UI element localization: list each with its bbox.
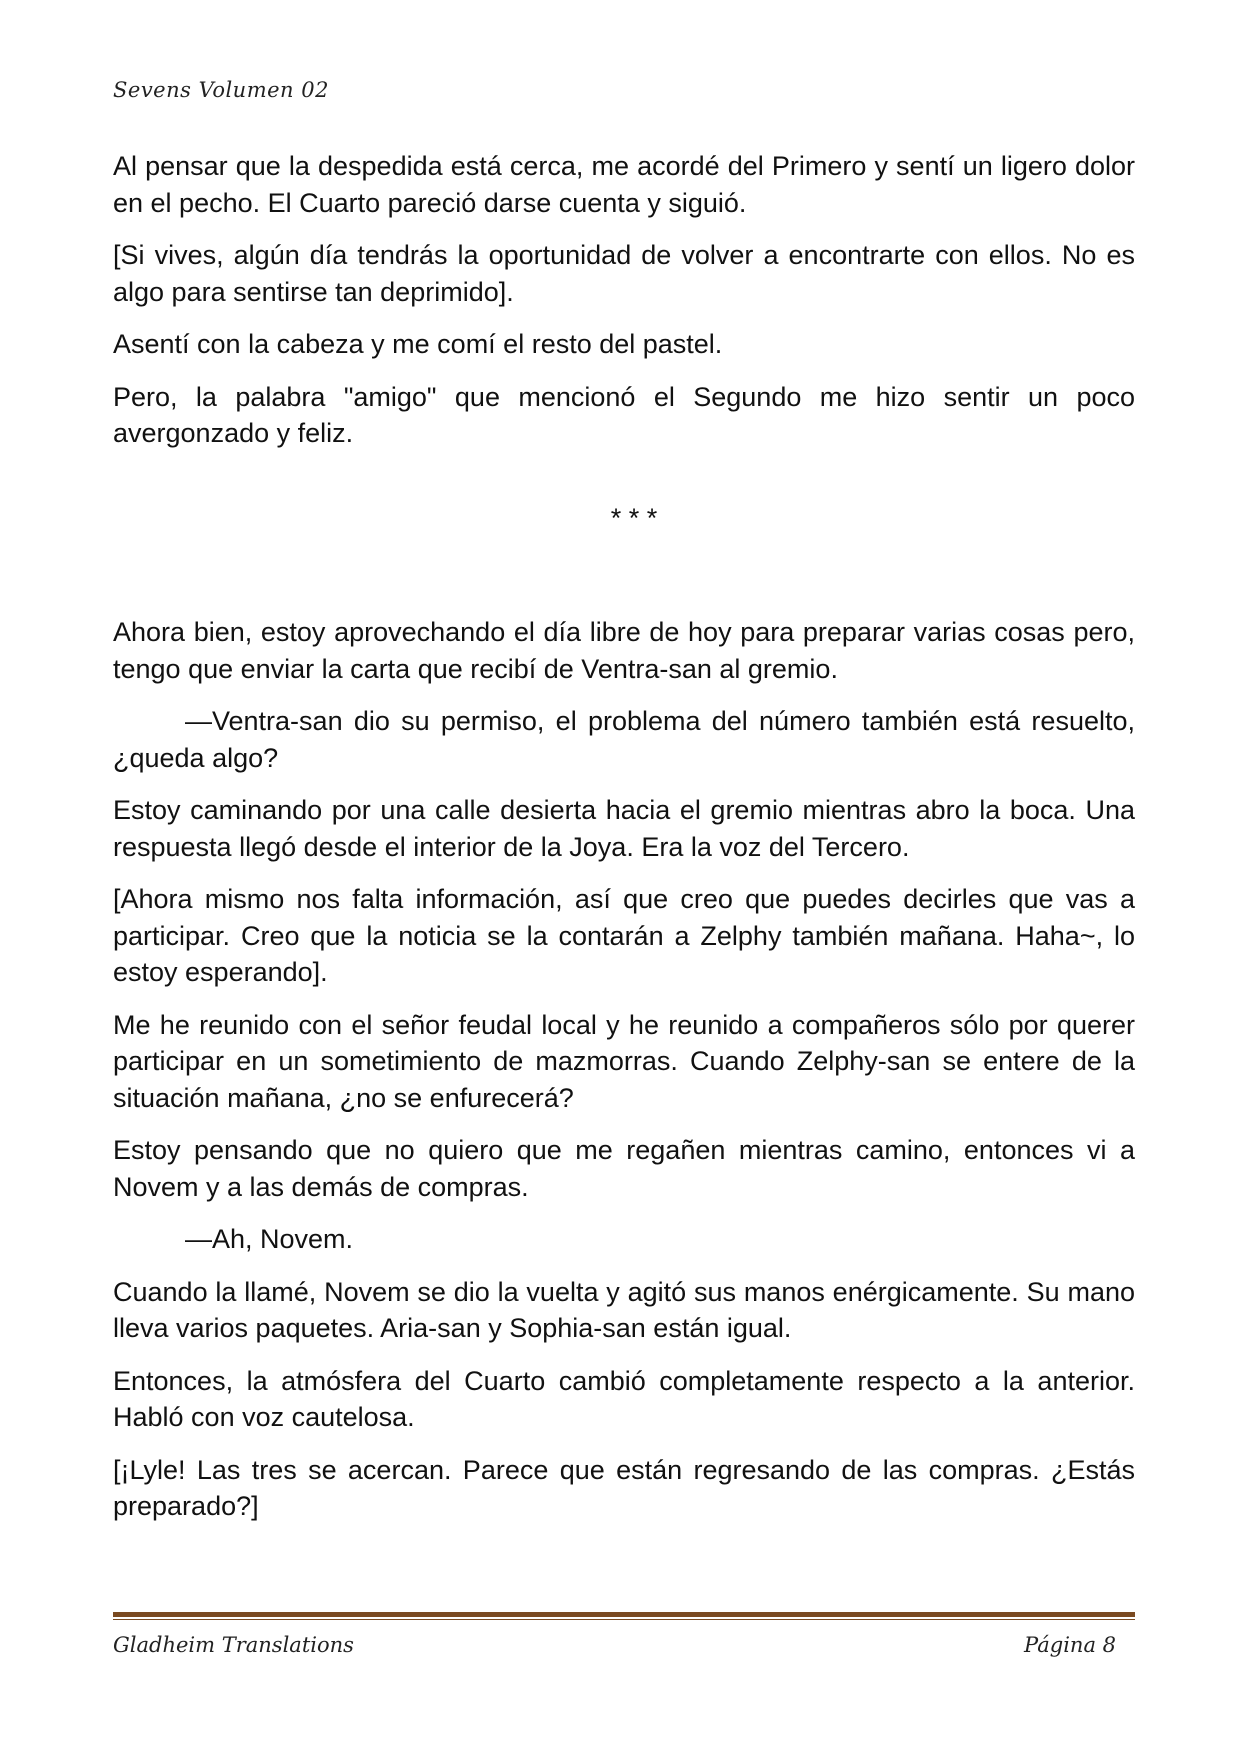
paragraph: [Si vives, algún día tendrás la oportunidad de volver a encontrarte con ellos. No es algo para sentirse tan deprimido]. [113,240,1135,307]
paragraph: Me he reunido con el señor feudal local y he reunido a compañeros sólo por querer participar en un sometimiento de mazmorras. Cuando Zelphy-san se entere de la situación mañana, ¿no se enfurecerá? [113,1009,1135,1113]
footer-rule [113,1612,1135,1617]
paragraph: Asentí con la cabeza y me comí el resto del pastel. [113,329,723,359]
paragraph: Al pensar que la despedida está cerca, me acordé del Primero y sentí un ligero dolor en el pecho. El Cuarto pareció darse cuenta y siguió. [113,151,1135,218]
dialogue-paragraph: —Ah, Novem. [185,1224,354,1254]
section-separator: * * * [610,502,658,533]
paragraph: Cuando la llamé, Novem se dio la vuelta y agitó sus manos enérgicamente. Su mano lleva varios paquetes. Aria-san y Sophia-san están igual. [113,1276,1135,1343]
body-text [113,148,1135,1541]
paragraph: Estoy caminando por una calle desierta hacia el gremio mientras abro la boca. Una respuesta llegó desde el interior de la Joya. Era la voz del Tercero. [113,795,1135,862]
paragraph: Ahora bien, estoy aprovechando el día libre de hoy para preparar varias cosas pero, tengo que enviar la carta que recibí de Ventra-san al gremio. [113,617,1135,684]
page-number: Página 8 [1024,1633,1116,1657]
paragraph: [Ahora mismo nos falta información, así que creo que puedes decirles que vas a participar. Creo que la noticia se la contarán a Zelphy también mañana. Haha~, lo estoy esperando]. [113,884,1135,987]
paragraph: Pero, la palabra "amigo" que mencionó el Segundo me hizo sentir un poco avergonzado y feliz. [113,381,1135,448]
paragraph: Estoy pensando que no quiero que me regañen mientras camino, entonces vi a Novem y a las demás de compras. [113,1135,1135,1202]
dialogue-paragraph: —Ventra-san dio su permiso, el problema del número también está resuelto, ¿queda algo? [113,706,1135,773]
footer-rule-thin [113,1619,1135,1620]
footer-publisher: Gladheim Translations [113,1633,354,1657]
paragraph: [¡Lyle! Las tres se acercan. Parece que están regresando de las compras. ¿Estás preparado?] [113,1454,1135,1521]
page-header: Sevens Volumen 02 [113,78,329,102]
paragraph: Entonces, la atmósfera del Cuarto cambió completamente respecto a la anterior. Habló con voz cautelosa. [113,1365,1135,1432]
